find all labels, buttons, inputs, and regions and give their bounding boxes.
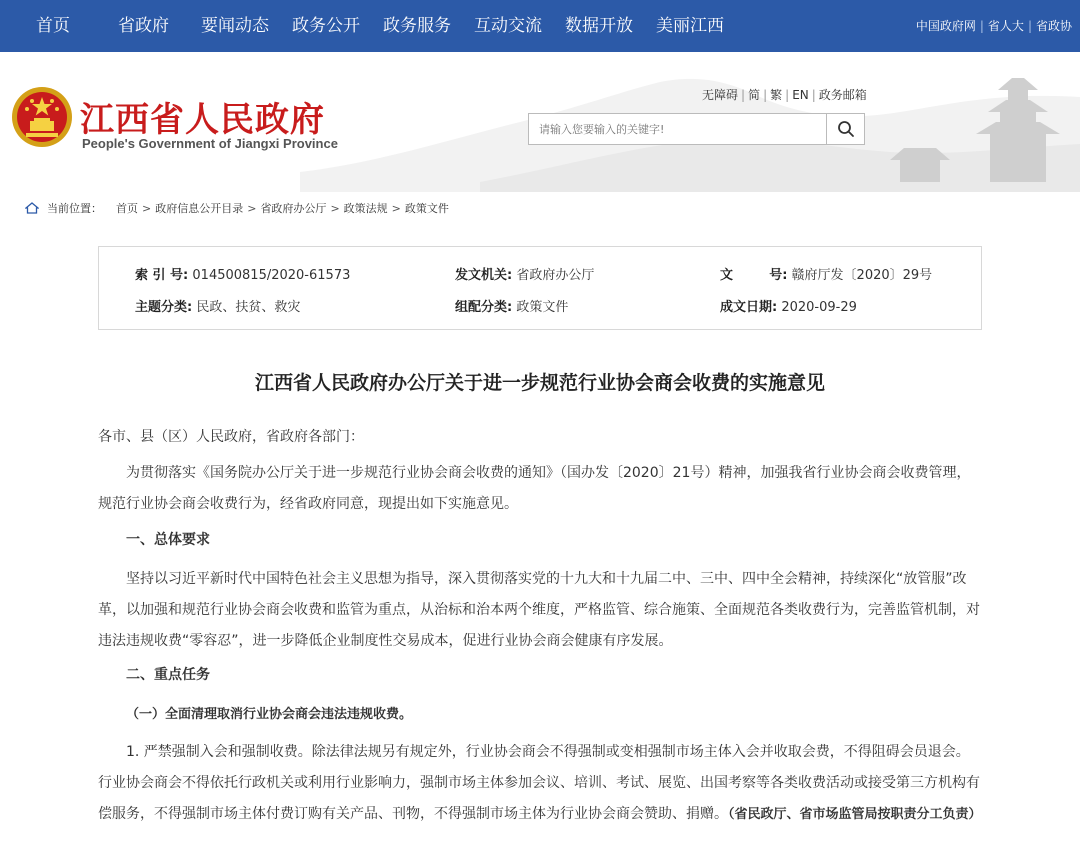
meta-document-type-key: 组配分类: [455, 300, 513, 315]
document-title: 江西省人民政府办公厅关于进一步规范行业协会商会收费的实施意见 [254, 372, 825, 394]
meta-index-number-key: 索 引 号: [135, 268, 189, 283]
article-greeting: 各市、县（区）人民政府，省政府各部门： [98, 429, 364, 445]
search-input[interactable] [529, 114, 827, 144]
meta-issuing-authority-value: 省政府办公厅 [516, 268, 595, 283]
meta-document-number-key: 文 号: [720, 268, 788, 283]
meta-topic-category-value: 民政、扶贫、救灾 [196, 300, 301, 315]
search-box [528, 113, 865, 145]
nav-item-open-data[interactable]: 数据开放 [565, 16, 633, 36]
link-provincial-npc[interactable]: 省人大 [987, 19, 1024, 33]
document-metadata-box [98, 246, 982, 330]
nav-item-provincial-government[interactable]: 省政府 [118, 16, 169, 36]
meta-issuing-authority [455, 264, 594, 283]
nav-item-interaction[interactable]: 互动交流 [474, 16, 542, 36]
meta-written-date-value: 2020-09-29 [781, 300, 857, 315]
site-subtitle: People's Government of Jiangxi Province [82, 136, 338, 151]
meta-document-number [720, 264, 932, 283]
top-external-links: 中国政府网 | 省人大 | 省政协 [915, 19, 1072, 33]
meta-topic-category [135, 296, 300, 315]
nav-item-government-services[interactable]: 政务服务 [383, 16, 451, 36]
site-title[interactable]: 江西省人民政府 [80, 100, 325, 140]
breadcrumb-info-disclosure-catalog[interactable]: 政府信息公开目录 [155, 202, 244, 215]
article-paragraph-intro: 为贯彻落实《国务院办公厅关于进一步规范行业协会商会收费的通知》（国办发〔2020〕21号）精神，加强我省行业协会商会收费管理，规范行业协会商会收费行为，经省政府同意，现提出如下实施意见。 [98, 465, 971, 512]
meta-document-number-value: 赣府厅发〔2020〕29号 [791, 268, 933, 283]
link-china-gov[interactable]: 中国政府网 [915, 19, 976, 33]
meta-topic-category-key: 主题分类: [135, 300, 193, 315]
breadcrumb-policy-documents[interactable]: 政策文件 [404, 202, 449, 215]
meta-written-date [720, 296, 857, 315]
utility-links: 无障碍 | 简 | 繁 | EN | 政务邮箱 [702, 88, 867, 102]
nav-item-home[interactable]: 首页 [36, 16, 70, 36]
link-traditional-chinese[interactable]: 繁 [770, 88, 783, 102]
article-paragraph-no-forced-membership [98, 737, 982, 830]
top-navigation-bar [0, 0, 1080, 52]
breadcrumb-label: 当前位置： [47, 202, 102, 215]
nav-item-government-affairs-disclosure[interactable]: 政务公开 [292, 16, 360, 36]
breadcrumb-policies-regulations[interactable]: 政策法规 [343, 202, 388, 215]
meta-document-type [455, 296, 568, 315]
link-simplified-chinese[interactable]: 简 [748, 88, 761, 102]
home-icon [25, 202, 39, 214]
subsection-heading-clear-illegal-fees: （一）全面清理取消行业协会商会违法违规收费。 [126, 707, 413, 722]
paragraph-responsibility-note: （省民政厅、省市场监管局按职责分工负责） [728, 807, 982, 822]
link-provincial-cppcc[interactable]: 省政协 [1035, 19, 1072, 33]
paragraph-body-text: 1. 严禁强制入会和强制收费。除法律法规另有规定外，行业协会商会不得强制或变相强制市场主体入会并收取会费，不得阻碍会员退会。行业协会商会不得依托行政机关或利用行业影响力，强制市场主体参加会议、培训、考试、展览、出国考察等各类收费活动或接受第三方机构有偿服务，不得强制市场主体付费订购有关产品、刊物，不得强制市场主体为行业协会商会赞助、捐赠。 [98, 744, 980, 822]
link-english[interactable]: EN [792, 88, 809, 102]
meta-issuing-authority-key: 发文机关: [455, 268, 513, 283]
link-accessibility[interactable]: 无障碍 [702, 88, 739, 102]
meta-written-date-key: 成文日期: [720, 300, 778, 315]
article-paragraph-general-requirements: 坚持以习近平新时代中国特色社会主义思想为指导，深入贯彻落实党的十九大和十九届二中、三中、四中全会精神，持续深化“放管服”改革，以加强和规范行业协会商会收费和监管为重点，从治标和治本两个维度，严格监管、综合施策、全面规范各类收费行为，完善监管机制，对违法违规收费“零容忍”，进一步降低企业制度性交易成本，促进行业协会商会健康有序发展。 [98, 571, 980, 649]
nav-item-beautiful-jiangxi[interactable]: 美丽江西 [656, 16, 724, 36]
breadcrumb: 当前位置： 首页 > 政府信息公开目录 > 省政府办公厅 > 政策法规 > 政策文件 [25, 200, 449, 216]
nav-item-news[interactable]: 要闻动态 [201, 16, 269, 36]
search-button[interactable] [826, 114, 864, 144]
breadcrumb-home[interactable]: 首页 [116, 202, 138, 215]
meta-document-type-value: 政策文件 [516, 300, 569, 315]
section-heading-key-tasks: 二、重点任务 [126, 667, 210, 683]
meta-index-number-value: 014500815/2020-61573 [192, 268, 351, 283]
site-header [0, 52, 1080, 192]
link-government-mail[interactable]: 政务邮箱 [818, 88, 867, 102]
search-icon [837, 120, 855, 138]
breadcrumb-general-office[interactable]: 省政府办公厅 [260, 202, 327, 215]
meta-index-number [135, 264, 350, 283]
national-emblem-icon [10, 85, 74, 149]
section-heading-general-requirements: 一、总体要求 [126, 532, 210, 548]
